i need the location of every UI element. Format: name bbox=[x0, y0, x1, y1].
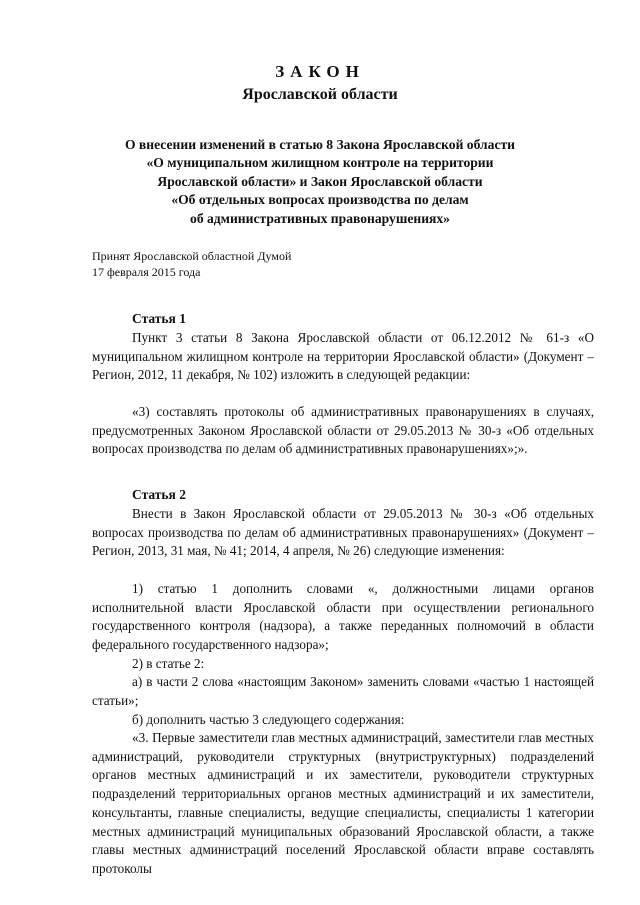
article-2-part-3: «3. Первые заместители глав местных администраций, заместители глав местных администраций, руководители структурных (внутриструктурных) подразделений органов местных администраций и их заместители, руководители структурных подразделений территориальных органов местных администраций и их заместители, консультанты, главные специалисты, ведущие специалисты, специалисты 1 категории местных администраций муниципальных образований Ярославской области, а также главы местных администраций поселений Ярославской области вправе составлять протоколы bbox=[92, 730, 594, 876]
subject-line: об административных правонарушениях» bbox=[190, 210, 450, 226]
law-subject bbox=[100, 136, 540, 228]
article-2-item-2: 2) в статье 2: bbox=[132, 656, 205, 671]
article-1-paragraph: Пункт 3 статьи 8 Закона Ярославской области от 06.12.2012 № 61-з «О муниципальном жилищном контроле на территории Ярославской области» (Документ – Регион, 2012, 11 декабря, № 102) изложить в следующей редакции: bbox=[92, 330, 594, 383]
adopted-by: Принят Ярославской областной Думой bbox=[92, 249, 292, 263]
subject-line: «О муниципальном жилищном контроле на территории bbox=[146, 155, 494, 171]
article-1-heading: Статья 1 bbox=[132, 311, 186, 326]
subject-line: О внесении изменений в статью 8 Закона Ярославской области bbox=[124, 137, 516, 152]
law-region: Ярославской области bbox=[242, 86, 398, 103]
subject-line: «Об отдельных вопросах производства по делам bbox=[171, 192, 469, 208]
article-2-item-1: 1) статью 1 дополнить словами «, должностными лицами органов исполнительной власти Ярославской области при осуществлении регионального государственного контроля (надзора), а также переданных полномочий в области федерального государственного надзора»; bbox=[92, 581, 594, 653]
article-2-item-2b: б) дополнить частью 3 следующего содержания: bbox=[132, 712, 405, 727]
article-1-quote: «3) составлять протоколы об административных правонарушениях в случаях, предусмотренных Законом Ярославской области от 29.05.2013 № 30-з «Об отдельных вопросах производства по делам об административных правонарушениях»;». bbox=[92, 404, 594, 457]
subject-line: Ярославской области» и Закон Ярославской области bbox=[157, 173, 483, 189]
article-2-item-2a: а) в части 2 слова «настоящим Законом» заменить словами «частью 1 настоящей статьи»; bbox=[92, 674, 594, 708]
law-title: ЗАКОН bbox=[275, 62, 365, 81]
article-2-intro: Внести в Закон Ярославской области от 29.05.2013 № 30-з «Об отдельных вопросах производства по делам об административных правонарушениях» (Документ – Регион, 2013, 31 мая, № 41; 2014, 4 апреля, № 26) следующие изменения: bbox=[92, 506, 594, 559]
adopted-date: 17 февраля 2015 года bbox=[92, 265, 201, 279]
article-2-heading: Статья 2 bbox=[132, 487, 186, 502]
